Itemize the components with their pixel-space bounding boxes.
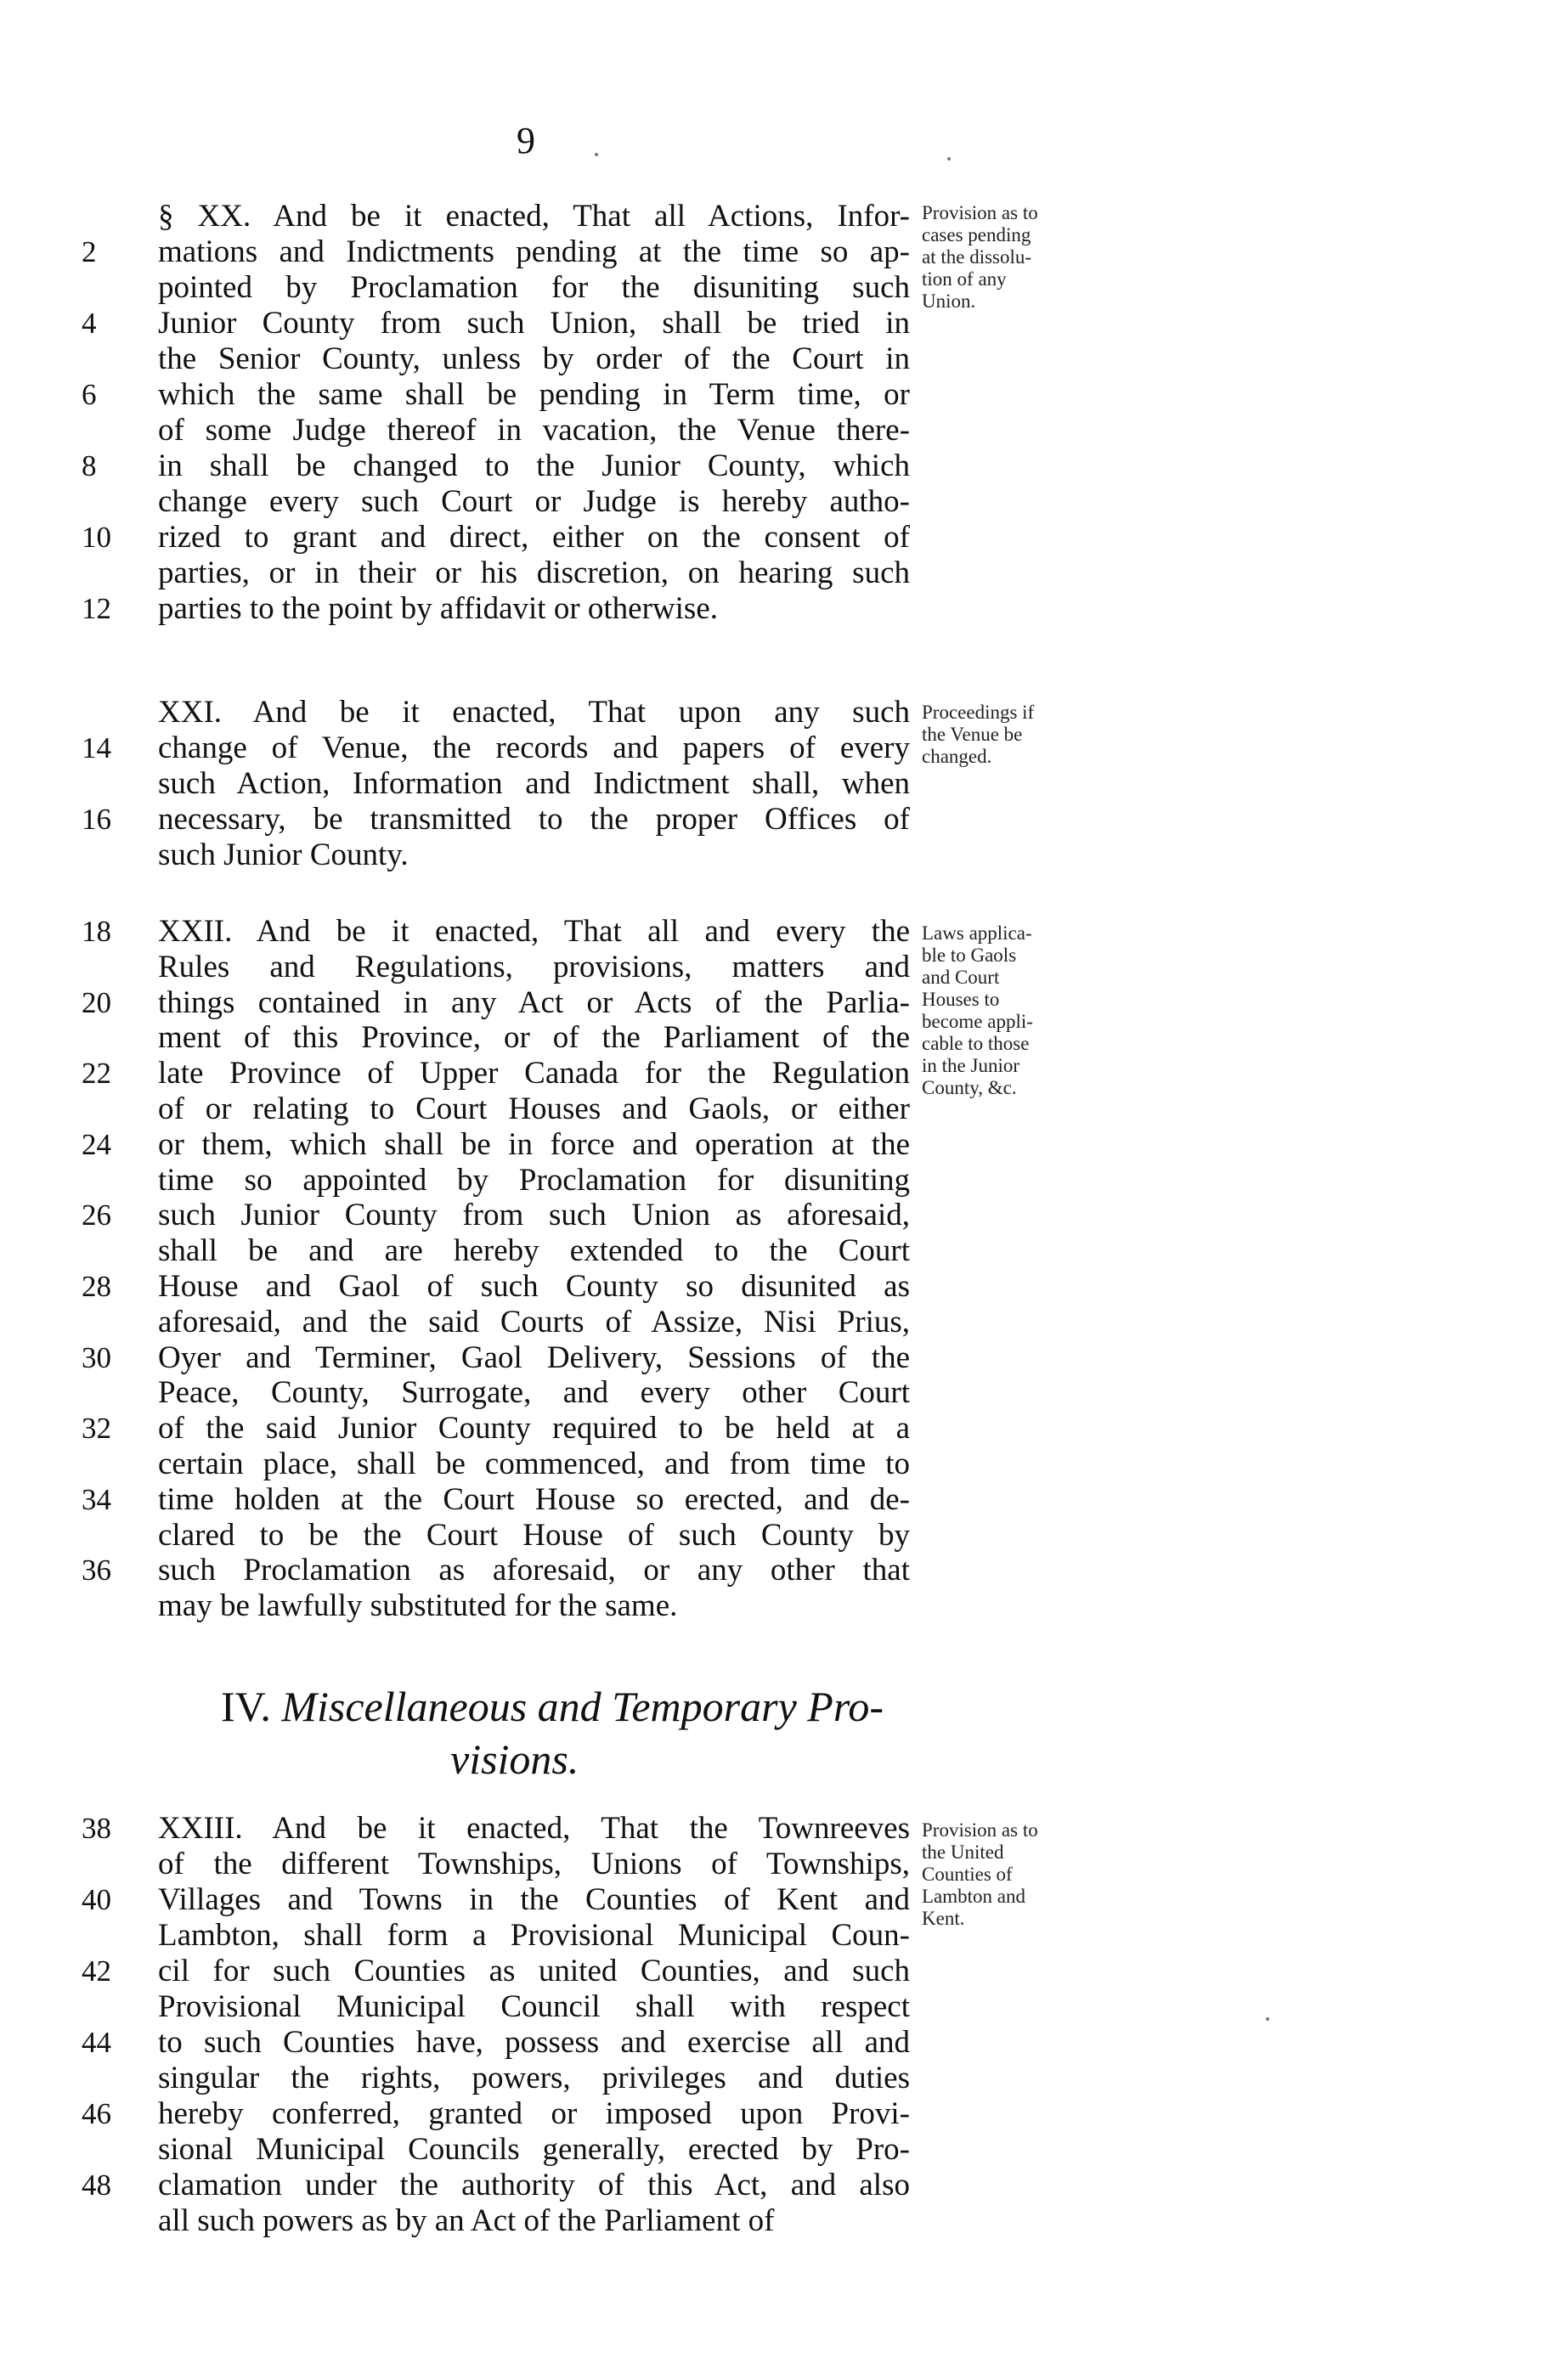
text-line: [82, 411, 910, 450]
line-text: House and Gaol of such County so disunited as: [158, 1269, 910, 1304]
text-line: [82, 1054, 910, 1093]
line-text: clamation under the authority of this Act, and also: [158, 2168, 910, 2202]
heading-italic-line1: Miscellaneous and Temporary Pro-: [281, 1683, 884, 1730]
text-line: [82, 589, 910, 629]
margin-note-line: and Court: [922, 967, 1000, 988]
line-number: 20: [82, 985, 111, 1019]
line-text: in shall be changed to the Junior County, which: [158, 448, 910, 483]
line-text: singular the rights, powers, privileges and duties: [158, 2061, 910, 2095]
line-text: such Proclamation as aforesaid, or any other that: [158, 1553, 910, 1588]
margin-note-line: become appli-: [922, 1011, 1033, 1032]
text-line: [82, 1339, 910, 1378]
line-text: rized to grant and direct, either on the consent of: [158, 520, 910, 555]
text-line: [82, 518, 910, 557]
line-number: 34: [82, 1482, 111, 1516]
text-line: [82, 1018, 910, 1057]
text-line: [82, 948, 910, 987]
page-number: 9: [517, 120, 536, 161]
line-text: parties to the point by affidavit or otherwise.: [158, 591, 718, 626]
line-number: 2: [82, 235, 97, 268]
line-number: 32: [82, 1412, 111, 1446]
text-line: [82, 1881, 910, 1920]
text-line: [82, 1373, 910, 1413]
line-number: 26: [82, 1198, 111, 1232]
line-text: Junior County from such Union, shall be tried in: [158, 306, 910, 341]
line-text: or them, which shall be in force and operation at the: [158, 1126, 910, 1162]
text-line: [82, 1125, 910, 1165]
line-text: clared to be the Court House of such County by: [158, 1517, 910, 1553]
text-line: [82, 554, 910, 593]
text-line: [82, 2130, 910, 2169]
line-text: XXI. And be it enacted, That upon any such: [158, 695, 910, 730]
line-text: such Junior County.: [158, 838, 409, 872]
text-line: [82, 2202, 910, 2241]
margin-note-line: the Venue be: [922, 724, 1023, 745]
line-number: 44: [82, 2026, 111, 2059]
text-line: [82, 984, 910, 1023]
line-text: the Senior County, unless by order of the Court in: [158, 341, 910, 376]
line-text: Lambton, shall form a Provisional Municipal Coun-: [158, 1918, 910, 1953]
text-line: [82, 482, 910, 522]
line-number: 40: [82, 1883, 111, 1916]
margin-note: [922, 702, 1143, 768]
line-text: such Action, Information and Indictment shall, when: [158, 766, 910, 801]
line-text: late Province of Upper Canada for the Regulation: [158, 1056, 910, 1091]
text-line: [82, 1480, 910, 1520]
line-number: 22: [82, 1057, 111, 1091]
margin-note-line: changed.: [922, 746, 992, 767]
ink-speck: [1266, 2017, 1269, 2021]
line-text: change of Venue, the records and papers of every: [158, 730, 910, 765]
margin-note-line: ble to Gaols: [922, 945, 1017, 966]
margin-note-line: cable to those: [922, 1033, 1030, 1054]
line-text: aforesaid, and the said Courts of Assize, Nisi Prius,: [158, 1304, 910, 1339]
text-line: [82, 1161, 910, 1200]
text-line: [82, 233, 910, 272]
text-line: [82, 1587, 910, 1626]
line-number: 46: [82, 2097, 111, 2130]
margin-note-line: County, &c.: [922, 1077, 1017, 1098]
margin-note-line: Houses to: [922, 989, 1000, 1010]
text-line: [82, 1845, 910, 1884]
text-line: [82, 1303, 910, 1342]
text-line: [82, 2023, 910, 2062]
text-line: [82, 304, 910, 343]
margin-note-line: in the Junior: [922, 1055, 1019, 1076]
text-line: [82, 1952, 910, 1991]
line-number: 10: [82, 521, 111, 554]
margin-note-line: Provision as to: [922, 202, 1038, 223]
margin-note: [922, 1819, 1143, 1930]
line-text: Rules and Regulations, provisions, matters and: [158, 949, 910, 984]
text-line: [82, 1916, 910, 1955]
line-text: Peace, County, Surrogate, and every other Court: [158, 1375, 910, 1411]
margin-note-line: Lambton and: [922, 1886, 1025, 1907]
line-number: 16: [82, 803, 111, 836]
text-line: [82, 1445, 910, 1484]
line-text: pointed by Proclamation for the disuniting such: [158, 270, 910, 305]
line-number: 12: [82, 592, 111, 625]
line-number: 4: [82, 307, 97, 340]
text-line: [82, 764, 910, 804]
text-line: [82, 1551, 910, 1590]
line-text: time so appointed by Proclamation for disuniting: [158, 1162, 910, 1198]
text-line: [82, 340, 910, 379]
text-line: [82, 800, 910, 839]
text-line: [82, 447, 910, 486]
line-text: Villages and Towns in the Counties of Kent and: [158, 1882, 910, 1917]
line-text: cil for such Counties as united Counties, and such: [158, 1954, 910, 1988]
text-line: [82, 1090, 910, 1129]
line-text: shall be and are hereby extended to the Court: [158, 1233, 910, 1269]
line-number: 42: [82, 1954, 111, 1988]
ink-speck: [947, 157, 951, 161]
part-heading: [221, 1680, 918, 1785]
text-line: [82, 1809, 910, 1848]
line-text: all such powers as by an Act of the Parliament of: [158, 2203, 775, 2238]
line-text: may be lawfully substituted for the same.: [158, 1588, 678, 1624]
text-line: [82, 268, 910, 307]
line-text: of some Judge thereof in vacation, the Venue there-: [158, 413, 910, 448]
line-number: 18: [82, 915, 111, 948]
line-number: 8: [82, 449, 97, 482]
margin-note: [922, 202, 1143, 313]
line-text: hereby conferred, granted or imposed upon Provi-: [158, 2096, 910, 2131]
line-text: certain place, shall be commenced, and from time to: [158, 1447, 910, 1481]
line-number: 48: [82, 2169, 111, 2202]
line-text: Provisional Municipal Council shall with respect: [158, 1989, 910, 2024]
text-line: [82, 1232, 910, 1271]
line-text: parties, or in their or his discretion, on hearing such: [158, 556, 910, 590]
line-text: which the same shall be pending in Term time, or: [158, 377, 910, 412]
line-text: change every such Court or Judge is hereby autho-: [158, 484, 910, 519]
margin-note-line: cases pending: [922, 224, 1031, 245]
line-text: ment of this Province, or of the Parliament of the: [158, 1020, 910, 1056]
text-line: [82, 1516, 910, 1555]
margin-note-line: tion of any: [922, 268, 1007, 290]
line-text: § XX. And be it enacted, That all Actions, Infor-: [158, 199, 910, 234]
line-text: Oyer and Terminer, Gaol Delivery, Sessions of the: [158, 1339, 910, 1375]
heading-prefix: IV.: [221, 1683, 271, 1730]
line-number: 36: [82, 1554, 111, 1588]
margin-note-line: Laws applica-: [922, 922, 1032, 944]
line-text: mations and Indictments pending at the time so ap-: [158, 234, 910, 269]
line-number: 38: [82, 1812, 111, 1845]
line-number: 28: [82, 1270, 111, 1303]
heading-italic-line2: visions.: [450, 1735, 579, 1783]
ink-speck: [595, 153, 598, 156]
line-number: 30: [82, 1340, 111, 1374]
line-text: of or relating to Court Houses and Gaols, or either: [158, 1091, 910, 1126]
text-line: [82, 2059, 910, 2098]
line-text: of the different Townships, Unions of Townships,: [158, 1847, 910, 1881]
text-line: [82, 1409, 910, 1448]
line-number: 24: [82, 1127, 111, 1161]
text-line: [82, 729, 910, 768]
text-line: [82, 1988, 910, 2027]
line-text: XXII. And be it enacted, That all and every the: [158, 914, 910, 949]
line-text: of the said Junior County required to be held at a: [158, 1411, 910, 1447]
text-line: [82, 693, 910, 732]
margin-note-line: Proceedings if: [922, 702, 1035, 723]
margin-note-line: Provision as to: [922, 1819, 1038, 1841]
line-text: time holden at the Court House so erected, and de-: [158, 1481, 910, 1517]
margin-note-line: Counties of: [922, 1864, 1013, 1885]
text-line: [82, 2166, 910, 2205]
margin-note-line: Union.: [922, 290, 976, 312]
text-line: [82, 836, 910, 875]
line-text: XXIII. And be it enacted, That the Townreeves: [158, 1811, 910, 1846]
line-number: 6: [82, 378, 97, 411]
line-text: to such Counties have, possess and exercise all and: [158, 2025, 910, 2060]
text-line: [82, 1196, 910, 1235]
line-number: 14: [82, 731, 111, 764]
text-line: [82, 375, 910, 415]
line-text: necessary, be transmitted to the proper Offices of: [158, 802, 910, 837]
line-text: things contained in any Act or Acts of the Parlia-: [158, 984, 910, 1020]
margin-note: [922, 922, 1143, 1099]
line-text: sional Municipal Councils generally, erected by Pro-: [158, 2132, 910, 2167]
margin-note-line: Kent.: [922, 1908, 965, 1929]
text-line: [82, 2095, 910, 2134]
margin-note-line: at the dissolu-: [922, 246, 1032, 268]
margin-note-line: the United: [922, 1841, 1004, 1863]
text-line: [82, 1267, 910, 1306]
text-line: [82, 197, 910, 236]
text-line: [82, 912, 910, 951]
line-text: such Junior County from such Union as aforesaid,: [158, 1198, 910, 1233]
